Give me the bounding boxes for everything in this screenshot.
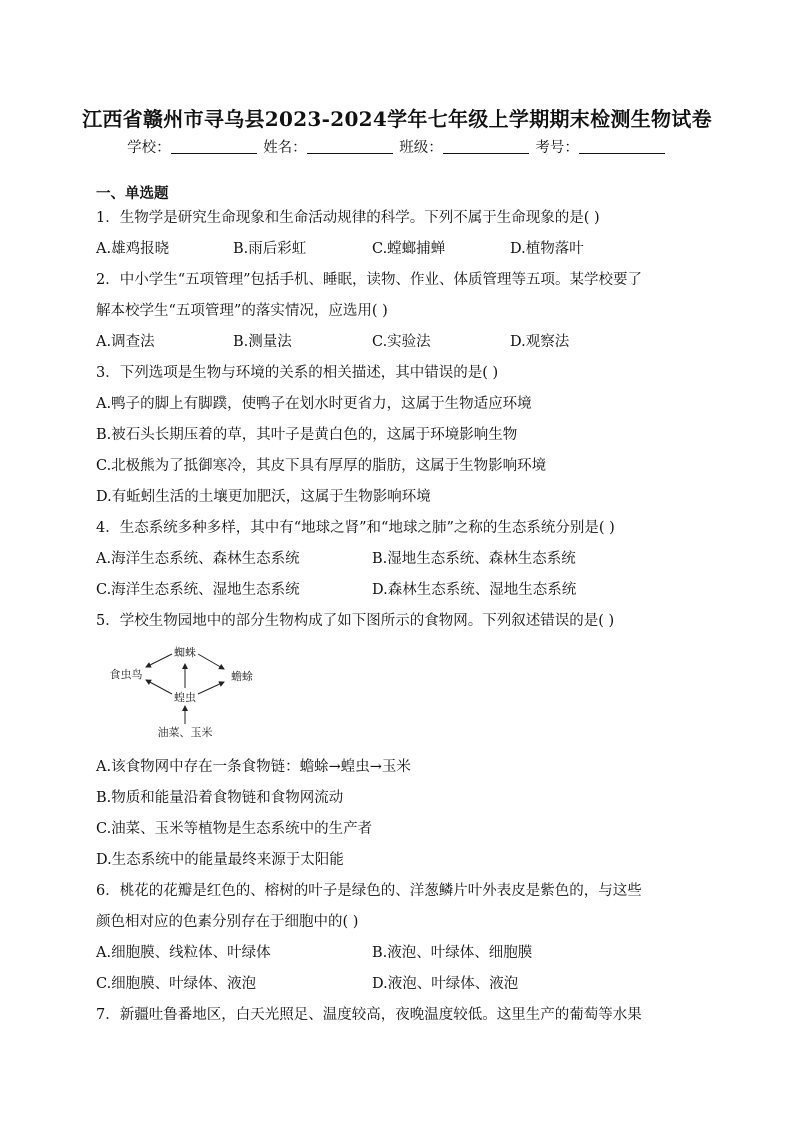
arrow-spider-to-toad: [198, 654, 224, 669]
q4-option-a: A.海洋生态系统、森林生态系统: [96, 551, 300, 567]
q4-option-c: C.海洋生态系统、湿地生态系统: [96, 582, 300, 598]
q5-option-a: A.该食物网中存在一条食物链：蟾蜍→蝗虫→玉米: [96, 759, 411, 775]
q6-option-d: D.液泡、叶绿体、液泡: [372, 976, 519, 992]
q2-option-c: C.实验法: [372, 334, 431, 350]
name-label: 姓名：: [263, 140, 307, 156]
q5-option-b: B.物质和能量沿着食物链和食物网流动: [96, 790, 344, 806]
food-web-toad: 蟾蜍: [231, 670, 253, 683]
number-label: 考号：: [535, 140, 579, 156]
class-blank[interactable]: [443, 139, 529, 154]
q1-option-a: A.雄鸡报晓: [96, 241, 170, 257]
arrow-locust-to-bird: [146, 680, 172, 694]
q6-stem-line2: 颜色相对应的色素分别存在于细胞中的( ): [96, 914, 359, 930]
q6-option-b: B.液泡、叶绿体、细胞膜: [372, 945, 533, 961]
q7-stem: 7．新疆吐鲁番地区，白天光照足、温度较高，夜晚温度较低。这里生产的葡萄等水果: [96, 1007, 642, 1023]
class-label: 班级：: [399, 140, 443, 156]
food-web-bird: 食虫鸟: [109, 668, 143, 681]
q4-stem: 4．生态系统多种多样，其中有“地球之肾”和“地球之肺”之称的生态系统分别是( ): [96, 520, 615, 536]
food-web-locust: 蝗虫: [174, 691, 196, 704]
arrow-spider-to-bird: [146, 654, 172, 667]
q3-option-c: C.北极熊为了抵御寒冷，其皮下具有厚厚的脂肪，这属于生物影响环境: [96, 458, 547, 474]
q3-stem: 3．下列选项是生物与环境的关系的相关描述，其中错误的是( ): [96, 365, 499, 381]
school-blank[interactable]: [171, 139, 257, 154]
q2-stem-line2: 解本校学生“五项管理”的落实情况，应选用( ): [96, 303, 388, 319]
exam-title: 江西省赣州市寻乌县2023-2024学年七年级上学期期末检测生物试卷: [82, 107, 712, 131]
q2-option-a: A.调查法: [96, 334, 155, 350]
q5-option-c: C.油菜、玉米等植物是生态系统中的生产者: [96, 821, 373, 837]
food-web-diagram: [100, 640, 270, 745]
q2-stem-line1: 2．中小学生“五项管理”包括手机、睡眠，读物、作业、体质管理等五项。某学校要了: [96, 272, 643, 288]
name-blank[interactable]: [307, 139, 393, 154]
q4-option-d: D.森林生态系统、湿地生态系统: [372, 582, 577, 598]
number-blank[interactable]: [579, 139, 665, 154]
food-web-spider: 蜘蛛: [174, 646, 196, 659]
student-info-line: [0, 136, 794, 157]
q2-option-b: B.测量法: [233, 334, 292, 350]
q1-option-d: D.植物落叶: [510, 241, 584, 257]
food-web-plants: 油菜、玉米: [157, 726, 213, 739]
q5-option-d: D.生态系统中的能量最终来源于太阳能: [96, 852, 344, 868]
q1-stem: 1．生物学是研究生命现象和生命活动规律的科学。下列不属于生命现象的是( ): [96, 210, 600, 226]
q2-option-d: D.观察法: [510, 334, 570, 350]
q3-option-a: A.鸭子的脚上有脚蹼，使鸭子在划水时更省力，这属于生物适应环境: [96, 396, 532, 412]
school-label: 学校：: [127, 140, 171, 156]
q5-stem: 5．学校生物园地中的部分生物构成了如下图所示的食物网。下列叙述错误的是( ): [96, 613, 615, 629]
q1-option-c: C.螳螂捕蝉: [372, 241, 446, 257]
q1-option-b: B.雨后彩虹: [233, 241, 307, 257]
q6-option-c: C.细胞膜、叶绿体、液泡: [96, 976, 257, 992]
q6-stem-line1: 6．桃花的花瓣是红色的、榕树的叶子是绿色的、洋葱鳞片叶外表皮是紫色的，与这些: [96, 883, 642, 899]
section-heading: 一、单选题: [96, 185, 169, 202]
q3-option-d: D.有蚯蚓生活的土壤更加肥沃，这属于生物影响环境: [96, 489, 431, 505]
arrow-locust-to-toad: [198, 682, 224, 694]
q4-option-b: B.湿地生态系统、森林生态系统: [372, 551, 576, 567]
q3-option-b: B.被石头长期压着的草，其叶子是黄白色的，这属于环境影响生物: [96, 427, 518, 443]
q6-option-a: A.细胞膜、线粒体、叶绿体: [96, 945, 271, 961]
